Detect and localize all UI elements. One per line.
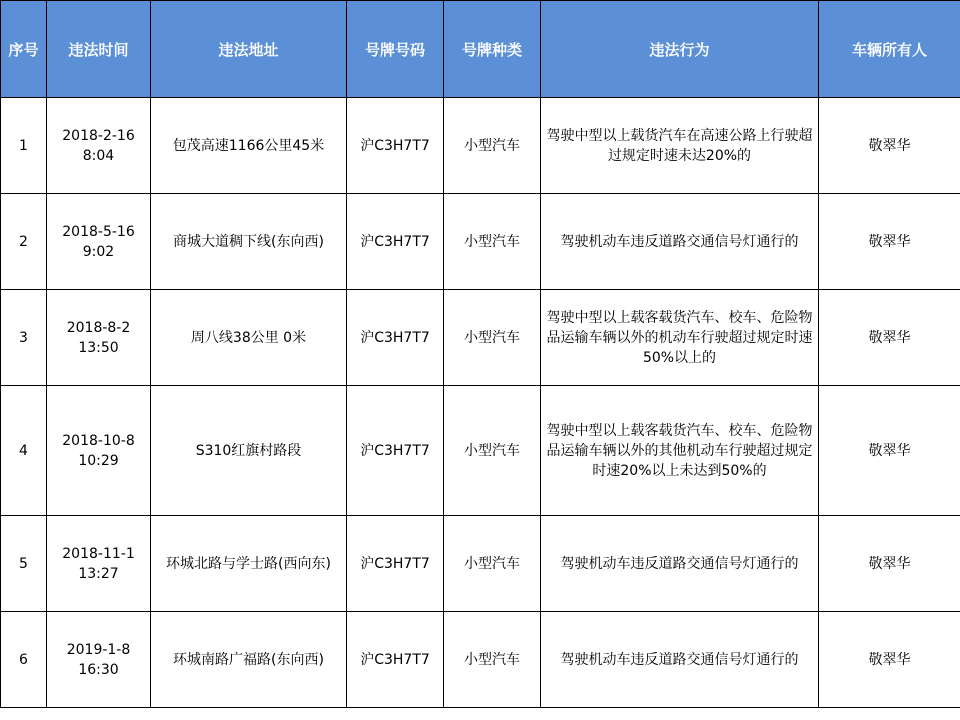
cell-seq: 1 <box>1 98 47 194</box>
table-row <box>1 98 960 194</box>
cell-plate: 沪C3H7T7 <box>347 516 444 612</box>
cell-plate: 沪C3H7T7 <box>347 612 444 708</box>
cell-plate-type: 小型汽车 <box>444 98 541 194</box>
cell-owner: 敬翠华 <box>819 612 960 708</box>
cell-time-clock: 10:29 <box>78 452 119 469</box>
cell-time <box>47 386 151 516</box>
header-owner: 车辆所有人 <box>819 1 960 98</box>
cell-time-date: 2018-10-8 <box>62 432 135 449</box>
header-time: 违法时间 <box>47 1 151 98</box>
cell-action: 驾驶机动车违反道路交通信号灯通行的 <box>541 194 819 290</box>
cell-plate-type: 小型汽车 <box>444 612 541 708</box>
cell-action: 驾驶中型以上载货汽车在高速公路上行驶超过规定时速未达20%的 <box>541 98 819 194</box>
cell-time <box>47 290 151 386</box>
header-action: 违法行为 <box>541 1 819 98</box>
cell-owner: 敬翠华 <box>819 386 960 516</box>
header-plate: 号牌号码 <box>347 1 444 98</box>
cell-plate: 沪C3H7T7 <box>347 290 444 386</box>
cell-seq: 2 <box>1 194 47 290</box>
cell-time-clock: 9:02 <box>82 243 115 260</box>
cell-action: 驾驶中型以上载客载货汽车、校车、危险物品运输车辆以外的其他机动车行驶超过规定时速20%以上未达到50%的 <box>541 386 819 516</box>
cell-time <box>47 194 151 290</box>
cell-plate-type: 小型汽车 <box>444 290 541 386</box>
cell-location: 商城大道稠下线(东向西) <box>151 194 347 290</box>
header-plate-type: 号牌种类 <box>444 1 541 98</box>
cell-plate-type: 小型汽车 <box>444 194 541 290</box>
table-row <box>1 386 960 516</box>
cell-time-clock: 13:50 <box>78 339 119 356</box>
cell-action: 驾驶机动车违反道路交通信号灯通行的 <box>541 516 819 612</box>
table-row <box>1 194 960 290</box>
cell-location: S310红旗村路段 <box>151 386 347 516</box>
cell-location: 周八线38公里 0米 <box>151 290 347 386</box>
cell-time-date: 2018-11-1 <box>62 545 135 562</box>
cell-time-date: 2018-5-16 <box>62 223 135 240</box>
cell-time <box>47 98 151 194</box>
cell-action: 驾驶中型以上载客载货汽车、校车、危险物品运输车辆以外的机动车行驶超过规定时速50%以上的 <box>541 290 819 386</box>
cell-time-date: 2019-1-8 <box>66 641 131 658</box>
cell-owner: 敬翠华 <box>819 194 960 290</box>
cell-owner: 敬翠华 <box>819 516 960 612</box>
cell-location: 包茂高速1166公里45米 <box>151 98 347 194</box>
table-row <box>1 516 960 612</box>
cell-time-clock: 13:27 <box>78 565 119 582</box>
cell-plate: 沪C3H7T7 <box>347 98 444 194</box>
cell-seq: 5 <box>1 516 47 612</box>
cell-plate-type: 小型汽车 <box>444 386 541 516</box>
cell-plate: 沪C3H7T7 <box>347 386 444 516</box>
cell-time-clock: 16:30 <box>78 661 119 678</box>
cell-plate: 沪C3H7T7 <box>347 194 444 290</box>
cell-time-date: 2018-8-2 <box>66 319 131 336</box>
cell-seq: 6 <box>1 612 47 708</box>
cell-seq: 4 <box>1 386 47 516</box>
header-location: 违法地址 <box>151 1 347 98</box>
cell-time <box>47 516 151 612</box>
header-seq: 序号 <box>1 1 47 98</box>
cell-action: 驾驶机动车违反道路交通信号灯通行的 <box>541 612 819 708</box>
cell-owner: 敬翠华 <box>819 290 960 386</box>
cell-location: 环城南路广福路(东向西) <box>151 612 347 708</box>
cell-owner: 敬翠华 <box>819 98 960 194</box>
table-row <box>1 612 960 708</box>
cell-plate-type: 小型汽车 <box>444 516 541 612</box>
table-header-row <box>1 1 960 98</box>
cell-location: 环城北路与学士路(西向东) <box>151 516 347 612</box>
cell-time-clock: 8:04 <box>82 147 115 164</box>
table-row <box>1 290 960 386</box>
cell-time-date: 2018-2-16 <box>62 127 135 144</box>
cell-seq: 3 <box>1 290 47 386</box>
cell-time <box>47 612 151 708</box>
